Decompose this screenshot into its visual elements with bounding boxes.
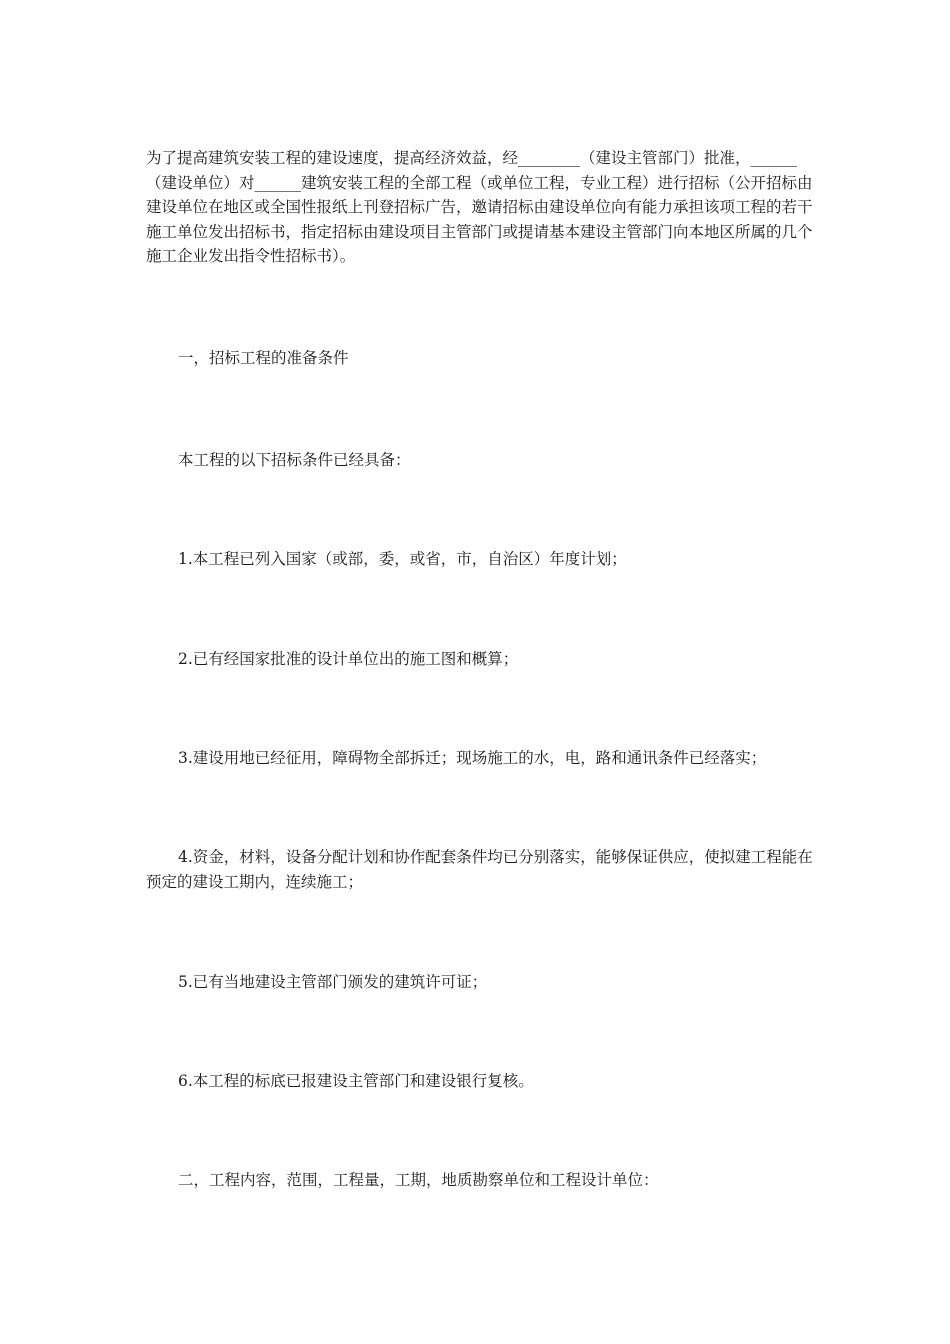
condition-item-2: 2.已有经国家批准的设计单位出的施工图和概算； [178,650,519,668]
intro-paragraph: 为了提高建筑安装工程的建设速度，提高经济效益，经________（建设主管部门）批准，______（建设单位）对______建筑安装工程的全部工程（或单位工程，专业工程）进行招标（公开招标由建设单位在地区或全国性报纸上刊登招标广告，邀请招标由建设单位向有能力承担该项工程的若干施工单位发出招标书，指定招标由建设项目主管部门或提请基本建设主管部门向本地区所属的几个施工企业发出指令性招标书）。 [146,149,813,265]
condition-item-1: 1.本工程已列入国家（或部，委，或省，市，自治区）年度计划； [178,550,627,568]
section-heading-preparation: 一，招标工程的准备条件 [178,349,349,367]
condition-item-5: 5.已有当地建设主管部门颁发的建筑许可证； [178,973,488,991]
condition-item-4: 4.资金，材料，设备分配计划和协作配套条件均已分别落实，能够保证供应，使拟建工程能在预定的建设工期内，连续施工； [146,848,813,891]
section-lead-text: 本工程的以下招标条件已经具备： [178,451,411,469]
condition-item-6: 6.本工程的标底已报建设主管部门和建设银行复核。 [178,1072,534,1090]
condition-item-3: 3.建设用地已经征用，障碍物全部拆迁；现场施工的水，电，路和通讯条件已经落实； [178,749,767,767]
section-heading-scope: 二，工程内容，范围，工程量，工期，地质勘察单位和工程设计单位： [178,1171,659,1189]
